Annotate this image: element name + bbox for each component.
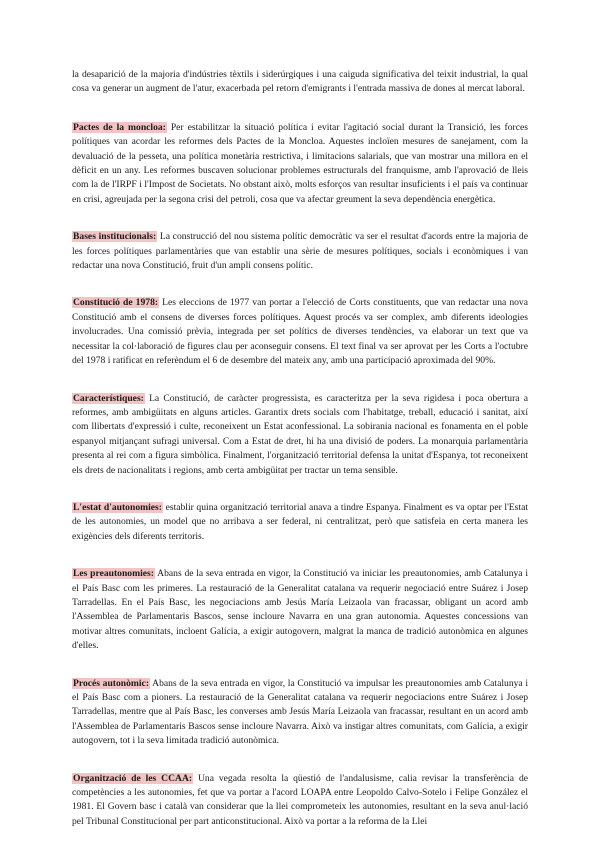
- section-term: Constitució de 1978:: [73, 297, 159, 309]
- section-text: La Constitució, de caràcter progressista, es caracteritza per la seva rigidesa i poca obertura a reformes, amb ambigüitats en alguns articles. Garantix drets socials com l'habitatge, treball, educació i sanitat, així com llibertats d'expressió i culte, reconeixent un Estat aconfessional. La sobirania nacional es fonamenta en el poble espanyol mitjançant sufragi universal. Com a Estat de dret, hi ha una divisió de poders. La monarquia parlamentària presenta al rei com a figura simbòlica. Finalment, l'organització territorial defensa la unitat d'Espanya, tot reconeixent els drets de nacionalitats i regions, amb certa ambigüitat per tractar un tema sensible.: [72, 392, 528, 476]
- section-preautonomies: [72, 567, 528, 653]
- section-text: Abans de la seva entrada en vigor, la Constitució va impulsar les preautonomies amb Catalunya i el País Basc com a pioners. La restauració de la Generalitat catalana va requerir negociacions entre Suárez i Josep Tarradellas, mentre que al País Basc, les converses amb Jesús María Leizaola van fracassar, resultant en un acord amb l'Assemblea de Parlamentaris Bascos sense incloure Navarra. Això va instigar altres comunitats, com Galícia, a exigir autogovern, tot i la seva limitada tradició autonòmica.: [72, 677, 528, 747]
- section-bases-institucionals: [72, 230, 528, 273]
- section-text: Abans de la seva entrada en vigor, la Constitució va iniciar les preautonomies, amb Catalunya i el País Basc com les primeres. La restauració de la Generalitat catalana va requerir negociació entre Suárez i Josep Tarradellas. En el País Basc, les negociacions amb Jesús María Leizaola van fracassar, obligant un acord amb l'Assemblea de Parlamentaris Bascos, sense incloure Navarra en una gran autonomia. Aquestes concessions van motivar altres comunitats, incloent Galícia, a exigir autogovern, malgrat la manca de tradició autonòmica en algunes d'elles.: [72, 568, 528, 652]
- section-term: Organització de les CCAA:: [73, 772, 193, 784]
- section-text: La construcció del nou sistema polític democràtic va ser el resultat d'acords entre la majoria de les forces polítiques parlamentàries que van establir una sèrie de mesures polítiques, socials i econòmiques i van redactar una nova Constitució, fruit d'un ampli consens polític.: [72, 231, 528, 272]
- section-text: establir quina organització territorial anava a tindre Espanya. Finalment es va optar per l'Estat de les autonomies, un model que no arribava a ser federal, ni centralitzat, però que satisfeia en certa manera les exigències dels diferents territoris.: [72, 501, 528, 542]
- section-caracteristiques: [72, 392, 528, 478]
- section-estat-autonomies: [72, 501, 528, 544]
- section-organitzacio-ccaa: [72, 772, 528, 830]
- section-text: Per estabilitzar la situació política i evitar l'agitació social durant la Transició, les forces polítiques van acordar les reformes dels Pactes de la Moncloa. Aquestes incloïen mesures de sanejament, com la devaluació de la pesseta, una política monetària restrictiva, i limitacions salarials, que van mostrar una millora en el dèficit en un any. Les reformes buscaven solucionar problemes estructurals del franquisme, amb l'aprovació de lleis com la de l'IRPF i l'Impost de Societats. No obstant això, molts esforços van resultar insuficients i el país va continuar en crisi, agreujada per la segona crisi del petroli, cosa que va afectar greument la seva dependència energètica.: [72, 121, 528, 205]
- section-proces-autonomic: [72, 677, 528, 749]
- section-constitucio-1978: [72, 296, 528, 368]
- section-term: Pactes de la moncloa:: [73, 121, 166, 133]
- section-term: Bases institucionals:: [73, 231, 157, 243]
- section-text: Les eleccions de 1977 van portar a l'elecció de Corts constituents, que van redactar una nova Constitució amb el consens de diverses forces polítiques. Aquest procés va ser complex, amb diferents ideologies involucrades. Una comissió prèvia, integrada per set polítics de diverses tendències, va elaborar un text que va necessitar la col·laboració de figures clau per aconseguir consens. El text final va ser aprovat per les Corts a l'octubre del 1978 i ratificat en referèndum el 6 de desembre del mateix any, amb una participació aproximada del 90%.: [72, 297, 528, 367]
- section-pactes-moncloa: [72, 121, 528, 207]
- section-term: Procés autonòmic:: [73, 677, 150, 689]
- section-text: Una vegada resolta la qüestió de l'andalusisme, calia revisar la transferència de competències a les autonomies, fet que va portar a l'acord LOAPA entre Leopoldo Calvo-Sotelo i Felipe González el 1981. El Govern basc i català van considerar que la llei comprometeix les autonomies, resultant en la seva anul·lació pel Tribunal Constitucional per part anticonstitucional. Això va portar a la reforma de la Llei: [72, 772, 528, 827]
- intro-paragraph: la desaparició de la majoria d'indústries tèxtils i siderúrgiques i una caiguda significativa del teixit industrial, la qual cosa va generar un augment de l'atur, exacerbada pel retorn d'emigrants i l'entrada massiva de dones al mercat laboral.: [72, 69, 528, 95]
- section-term: L'estat d'autonomies:: [73, 501, 162, 513]
- section-term: Les preautonomies:: [73, 568, 154, 580]
- section-term: Característiques:: [73, 392, 144, 404]
